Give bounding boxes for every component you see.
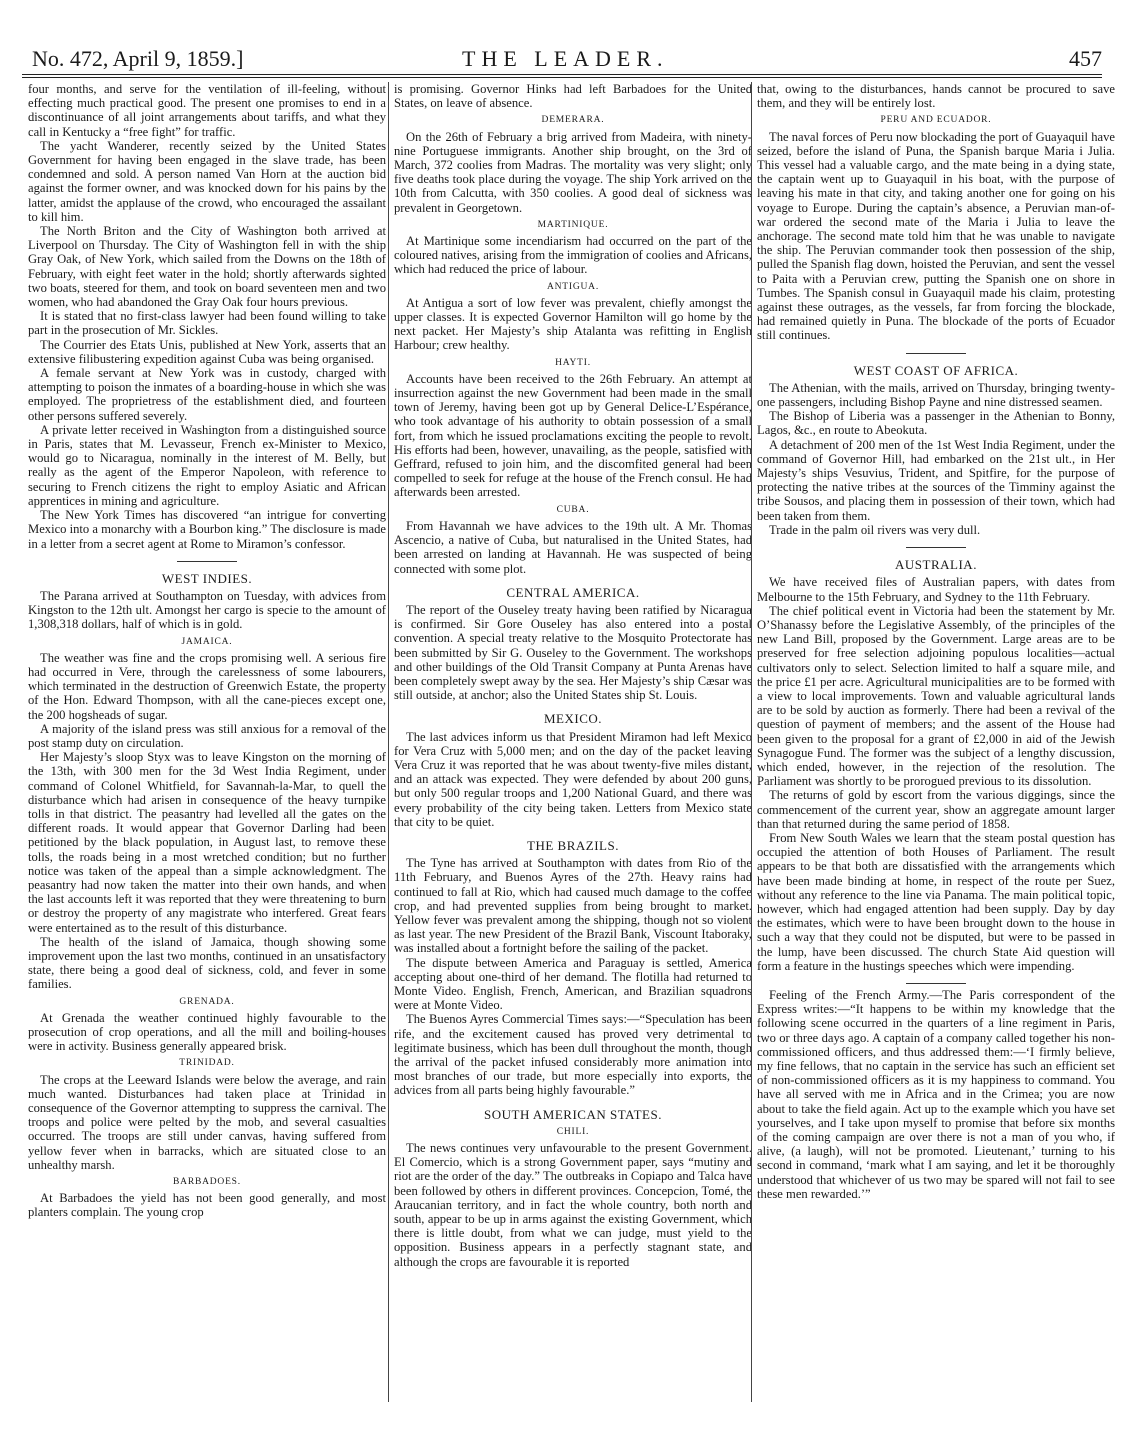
article-paragraph: The last advices inform us that President Miramon had left Mexico for Vera Cruz with 5,000 men; and on the day of the packet leaving Vera Cruz it was reported that he was about twenty-five miles distant, and an attack was expected. They were defended by about 200 guns, but only 500 regular troops and 1,200 National Guard, and there was every probability of the city being taken. Letters from Mexico state that city to be quiet. [394,729,752,829]
subsection-heading: GRENADA. [179,996,235,1007]
subsection-heading: JAMAICA. [181,636,233,647]
subsection-heading: PERU AND ECUADOR. [880,115,992,126]
article-paragraph: The returns of gold by escort from the various diggings, since the commencement of the current year, show an aggregate amount larger than that returned during the same period of 1858. [757,788,1115,831]
section-divider [906,547,966,548]
article-paragraph: The Buenos Ayres Commercial Times says:—“Speculation has been rife, and the excitement caused has proved very detrimental to legitimate business, which has been dull throughout the month, though the arrival of the packet infused considerably more animation into most branches of our trade, but more especially into exports, the advices from all parts being highly favourable.” [394,1012,752,1098]
column-1 [28,82,386,1402]
article-paragraph: The North Briton and the City of Washington both arrived at Liverpool on Thursday. The City of Washington fell in with the ship Gray Oak, of New York, which sailed from the Downs on the 18th of February, with eight feet water in the hold; shortly afterwards sighted two boats, steered for them, and took on board seventeen men and two women, who had abandoned the Gray Oak four hours previous. [28,224,386,310]
article-paragraph: The naval forces of Peru now blockading the port of Guayaquil have seized, before the island of Puna, the Spanish barque Maria i Julia. This vessel had a valuable cargo, and the mate being in a dying state, the captain went up to Guayaquil in his boat, with the purpose of leaving his mate in that city, and taking another one for going on his voyage to Europe. During the captain’s absence, a Peruvian man-of-war ordered the second mate of the Maria i Julia to leave the anchorage. The second mate told him that he was unable to navigate the ship. The Peruvian commander took then possession of the ship, pulled the Spanish flag down, hoisted the Peruvian, and sent the vessel to Paita with a Peruvian crew, putting the Spanish one on shore in Tumbes. The Spanish consul in Guayaquil made his claim, protesting against these outrages, as the vessels, far from forcing the blockade, had remained quietly in Puna. The blockade of the ports of Ecuador still continues. [757,129,1115,343]
article-paragraph: The health of the island of Jamaica, though showing some improvement upon the last two months, continued in an unsatisfactory state, there being a good deal of sickness, cold, and fever in some families. [28,934,386,992]
article-paragraph: Accounts have been received to the 26th February. An attempt at insurrection against the new Government had been made in the small town of Jeremy, having been got up by General Delice-L’Espérance, who took advantage of his authority to obtain possession of a small fort, from which he issued proclamations exciting the people to revolt. His efforts had been, however, unavailing, as the people, satisfied with Geffrard, refused to join him, and the discomfited general had been compelled to seek for refuge at the house of the French consul. He had afterwards been arrested. [394,371,752,500]
column-divider [388,82,389,1402]
article-paragraph: From New South Wales we learn that the steam postal question has occupied the attention of both Houses of Parliament. The result appears to be that both are dissatisfied with the arrangements which have been made binding at home, in respect of the route per Suez, without any reference to the line via Panama. The main political topic, however, which had engaged attention had been supply. Day by day the estimates, which were to have been brought down to the house in such a way that they could not be disputed, but were to be passed in the lump, have been discussed. The church State Aid question will form a feature in the hustings speeches which were impending. [757,830,1115,973]
section-heading: WEST INDIES. [161,570,253,586]
article-paragraph: four months, and serve for the ventilation of ill-feeling, without effecting much practical good. The present one promises to end in a discontinuance of all joint arrangements about tariffs, and what they call in Kentucky a “free fight” for traffic. [28,82,386,139]
section-divider [906,983,966,984]
article-paragraph: At Martinique some incendiarism had occurred on the part of the coloured natives, arising from the immigration of coolies and Africans, which had reduced the price of labour. [394,234,752,277]
section-divider [177,561,237,562]
article-paragraph: A female servant at New York was in custody, charged with attempting to poison the inmates of a boarding-house in which she was employed. The proprietress of the establishment died, and fourteen other persons suffered severely. [28,366,386,423]
article-paragraph: Trade in the palm oil rivers was very dull. [769,522,981,537]
subsection-heading: ANTIGUA. [546,281,600,292]
article-paragraph: At Grenada the weather continued highly favourable to the prosecution of crop operations, and all the mill and boiling-houses were in activity. Business generally appeared brisk. [28,1010,386,1054]
article-paragraph: The report of the Ouseley treaty having been ratified by Nicaragua is confirmed. Sir Gore Ouseley has also entered into a postal convention. A special treaty relative to the Mosquito Protectorate has been submitted by Sir G. Ouseley to the Government. The workshops and other buildings of the Old Transit Company at Punta Arenas have been completely swept away by the sea. Her Majesty’s ship Cæsar was still outside, at anchor; also the United States ship St. Louis. [394,602,752,703]
header-rule-2 [22,77,1102,78]
column-2 [394,82,752,1402]
article-paragraph: A private letter received in Washington from a distinguished source in Paris, states that M. Levasseur, French ex-Minister to Mexico, would go to Nicaragua, nominally in the interest of M. Belly, but really as the agent of the Emperor Napoleon, with reference to securing to French citizens the right to employ Asiatic and African apprentices in mining and agriculture. [28,422,386,508]
article-paragraph: At Barbadoes the yield has not been good generally, and most planters complain. The young crop [28,1191,386,1220]
column-divider [751,82,752,1402]
article-paragraph: On the 26th of February a brig arrived from Madeira, with ninety-nine Portuguese immigrants. Another ship brought, on the 3rd of March, 372 coolies from Madras. The mortality was very slight; only five deaths took place during the voyage. The ship York arrived on the 10th from Calcutta, with 350 coolies. A good deal of sickness was prevalent in Georgetown. [394,129,752,215]
article-paragraph: We have received files of Australian papers, with dates from Melbourne to the 15th February, and Sydney to the 11th February. [757,575,1115,604]
subsection-heading: HAYTI. [555,357,591,368]
section-heading: AUSTRALIA. [895,557,977,573]
article-paragraph: The dispute between America and Paraguay is settled, America accepting about one-third of her demand. The flotilla had returned to Monte Video. English, French, American, and Brazilian squadrons were at Monte Video. [394,955,752,1013]
newspaper-title: THE LEADER. [462,46,669,71]
article-paragraph: A majority of the island press was still anxious for a removal of the post stamp duty on circulation. [28,721,386,750]
subsection-heading: MARTINIQUE. [537,219,609,230]
issue-date: No. 472, April 9, 1859.] [32,46,244,71]
article-paragraph: is promising. Governor Hinks had left Barbadoes for the United States, on leave of absence. [394,82,752,111]
article-paragraph: The Bishop of Liberia was a passenger in the Athenian to Bonny, Lagos, &c., en route to Abeokuta. [757,409,1115,438]
article-paragraph: A detachment of 200 men of the 1st West India Regiment, under the command of Governor Hill, had embarked on the 21st ult., in Her Majesty’s ships Vesuvius, Trident, and Spitfire, for the purpose of protecting the native tribes at the sources of the Timminy against the tribe Sousos, and placing them in possession of their town, which had been taken from them. [757,437,1115,523]
section-heading: WEST COAST OF AFRICA. [853,362,1019,378]
article-paragraph: At Antigua a sort of low fever was prevalent, chiefly amongst the upper classes. It is expected Governor Hamilton will go home by the next packet. Her Majesty’s ship Atalanta was refitting in English Harbour; crew healthy. [394,295,752,353]
subsection-heading: DEMERARA. [541,115,605,126]
article-paragraph: Her Majesty’s sloop Styx was to leave Kingston on the morning of the 13th, with 300 men for the 3d West India Regiment, under command of Colonel Whitfield, for Savannah-la-Mar, to quell the disturbance which had arisen in consequence of the heavy turnpike tolls in that district. The peasantry had levelled all the gates on the different roads. It would appear that Governor Darling had been petitioned by the black population, in August last, to remove these tolls, the roads being in a most wretched condition; but no further notice was taken of the appeal than a simple acknowledgment. The peasantry had now taken the matter into their own hands, and when the last accounts left it was reported that they were threatening to burn or destroy the property of any magistrate who interfered. Great fears were entertained as to the result of this disturbance. [28,750,386,935]
article-paragraph: The yacht Wanderer, recently seized by the United States Government for having been engaged in the slave trade, has been condemned and sold. A person named Van Horn at the auction bid against the former owner, and was knocked down for his pains by the latter, amidst the applause of the crowd, who encouraged the assailant to kill him. [28,138,386,224]
article-paragraph: The crops at the Leeward Islands were below the average, and rain much wanted. Disturbances had taken place at Trinidad in consequence of the Governor attempting to suppress the carnival. The troops and police were pelted by the mob, and several casualties occurred. The troops are still under canvas, having suffered from yellow fever when in barracks, which are situated close to an unhealthy marsh. [28,1072,386,1172]
column-3 [757,82,1115,1402]
article-paragraph: The news continues very unfavourable to the present Government. El Comercio, which is a strong Government paper, says “mutiny and riot are the order of the day.” The outbreaks in Copiapo and Talca have been followed by others in different provinces. Concepcion, Tomé, the Araucanian territory, and in fact the whole country, both north and south, appear to be up in arms against the existing Government, which there is little doubt, from what we can judge, must yield to the opposition. Business appears in a perfectly stagnant state, and although the crops are favourable it is reported [394,1141,752,1269]
article-paragraph: The New York Times has discovered “an intrigue for converting Mexico into a monarchy with a Bourbon king.” The disclosure is made in a letter from a secret agent at Rome to Miramon’s confessor. [28,508,386,551]
article-paragraph: The Athenian, with the mails, arrived on Thursday, bringing twenty-one passengers, including Bishop Payne and nine distressed seamen. [757,380,1115,410]
article-paragraph: The weather was fine and the crops promising well. A serious fire had occurred in Vere, through the carelessness of some labourers, which terminated in the destruction of Greenwich Estate, the property of the Hon. Edward Thompson, with all the cane-pieces except one, the 200 hogsheads of sugar. [28,650,386,722]
article-paragraph: It is stated that no first-class lawyer had been found willing to take part in the prosecution of Mr. Sickles. [28,309,386,338]
section-heading: THE BRAZILS. [527,837,619,853]
header-rule [22,74,1102,75]
section-divider [906,353,966,354]
section-heading: SOUTH AMERICAN STATES. [484,1106,662,1122]
masthead [22,42,1102,74]
subsection-heading: CHILI. [556,1126,590,1137]
article-paragraph: The Courrier des Etats Unis, published at New York, asserts that an extensive filibustering expedition against Cuba was being organised. [28,337,386,366]
subsection-heading: CUBA. [556,504,590,515]
article-paragraph: The Parana arrived at Southampton on Tuesday, with advices from Kingston to the 12th ult. Amongst her cargo is specie to the amount of 1,308,318 dollars, half of which is in gold. [28,588,386,632]
subsection-heading: BARBADOES. [173,1177,241,1188]
article-paragraph: The Tyne has arrived at Southampton with dates from Rio of the 11th February, and Buenos Ayres of the 27th. Heavy rains had continued to fall at Rio, which had caused much damage to the coffee crop, and had prevented supplies from being brought to market. Yellow fever was prevalent among the shipping, though not so violent as last year. The new President of the Brazil Bank, Viscount Itaboraky, was installed about a fortnight before the sailing of the packet. [394,856,752,956]
subsection-heading: TRINIDAD. [179,1058,235,1069]
article-paragraph: The chief political event in Victoria had been the statement by Mr. O’Shanassy before the Legislative Assembly, of the principles of the new Land Bill, proposed by the Government. Large areas are to be preserved for free selection adjoining populous localities—actual cultivators only to select. Selection limited to half a square mile, and the price £1 per acre. Agricultural municipalities are to be formed with a view to local improvements. Town and valuable agricultural lands are to be sold by auction as formerly. There had been a revival of the question of payment of members; and the assent of the House had been given to the proposal for a grant of £2,000 in aid of the Jewish Synagogue Fund. The former was the subject of a lengthy discussion, which ended, however, in the rejection of the resolution. The Parliament was shortly to be prorogued previous to its dissolution. [757,603,1115,789]
article-paragraph: From Havannah we have advices to the 19th ult. A Mr. Thomas Ascencio, a native of Cuba, but naturalised in the United States, had been arrested on landing at Havannah. He was suspected of being connected with some plot. [394,518,752,576]
article-paragraph: that, owing to the disturbances, hands cannot be procured to save them, and they will be entirely lost. [757,82,1115,111]
page-number: 457 [1069,46,1102,71]
article-paragraph: Feeling of the French Army.—The Paris correspondent of the Express writes:—“It happens to be within my knowledge that the following scene occurred in the quarters of a line regiment in Paris, two or three days ago. A captain of a company called together his non-commissioned officers, and thus addressed them:—‘I firmly believe, my fine fellows, that no captain in the service has such an efficient set of non-commissioned officers as it is my happiness to command. You have all served with me in Africa and in the Crimea; you are now about to take the field again. Act up to the example which you have set yourselves, and I take upon myself to promise that before six months of the coming campaign are over there is not a man of you who, if alive, (a laugh), will not be promoted. Lieutenant,’ turning to his second in command, ‘mark what I am saying, and let it be thoroughly understood that whichever of us two may be spared will not fail to see these men rewarded.’” [757,987,1115,1201]
section-heading: MEXICO. [543,711,603,727]
section-heading: CENTRAL AMERICA. [506,584,640,600]
